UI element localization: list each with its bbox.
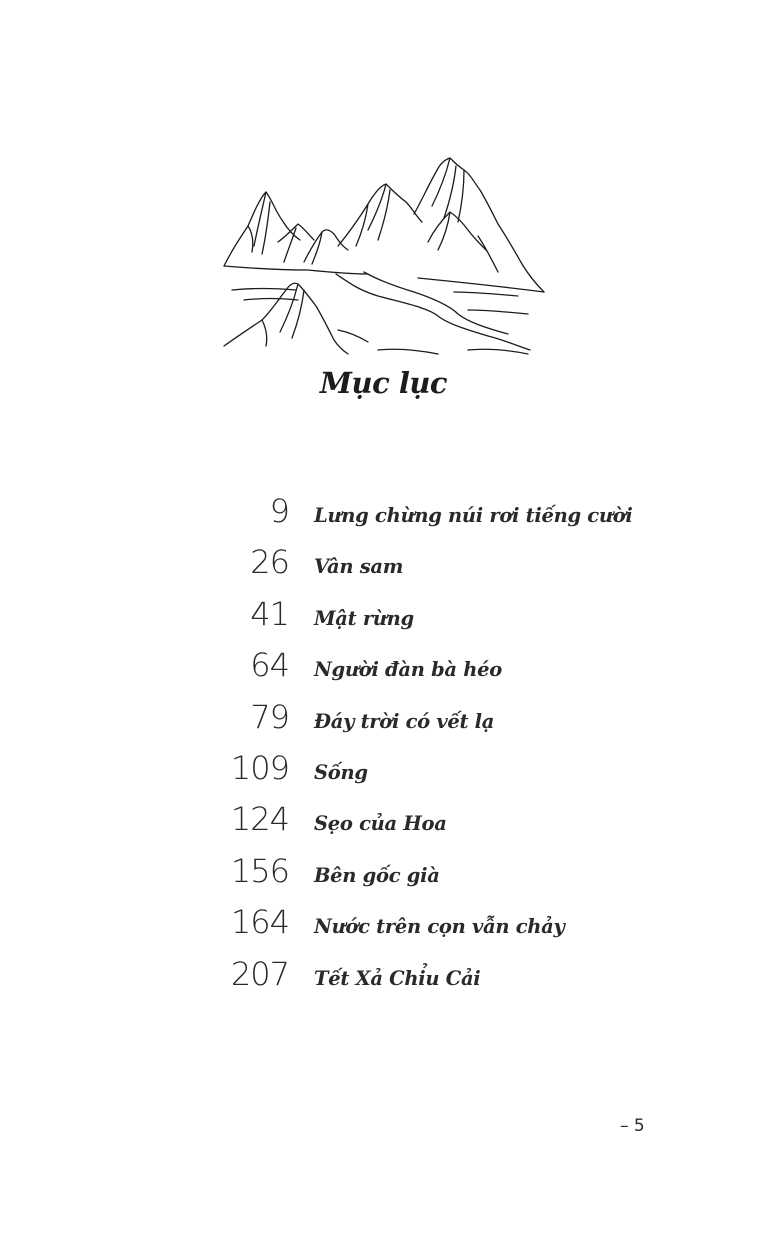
toc-chapter-title: Người đàn bà héo [314,658,502,682]
toc-page-number: 109 [230,748,289,787]
toc-entry[interactable] [200,543,670,594]
toc-entry[interactable] [200,903,670,954]
mountain-landscape-icon [218,150,550,360]
toc-chapter-title: Vân sam [314,555,404,579]
toc-page-number: 79 [250,697,289,736]
toc-page-number: 156 [230,851,289,890]
page-number-folio: – 5 [620,1116,645,1136]
toc-entry[interactable] [200,852,670,903]
toc-entry[interactable] [200,698,670,749]
toc-chapter-title: Sống [314,760,368,784]
toc-entry[interactable] [200,800,670,851]
page-title: Mục lục [319,366,448,400]
toc-page-number: 64 [250,646,289,685]
toc-list [200,492,670,1006]
toc-entry[interactable] [200,646,670,697]
toc-entry[interactable] [200,955,670,1006]
toc-entry[interactable] [200,749,670,800]
toc-page-number: 207 [230,954,289,993]
toc-page-number: 26 [250,543,289,582]
toc-chapter-title: Nước trên cọn vẫn chảy [314,915,565,939]
toc-chapter-title: Tết Xả Chỉu Cải [314,966,481,990]
toc-page-number: 124 [230,800,289,839]
toc-page-number: 9 [269,492,289,530]
toc-chapter-title: Sẹo của Hoa [314,812,447,836]
toc-entry[interactable] [200,492,670,543]
toc-page-number: 164 [230,903,289,942]
toc-entry[interactable] [200,595,670,646]
toc-chapter-title: Mật rừng [314,606,414,630]
toc-page-number: 41 [250,594,289,633]
toc-chapter-title: Bên gốc già [314,863,440,887]
toc-chapter-title: Lưng chừng núi rơi tiếng cười [314,504,633,527]
toc-chapter-title: Đáy trời có vết lạ [314,709,495,733]
